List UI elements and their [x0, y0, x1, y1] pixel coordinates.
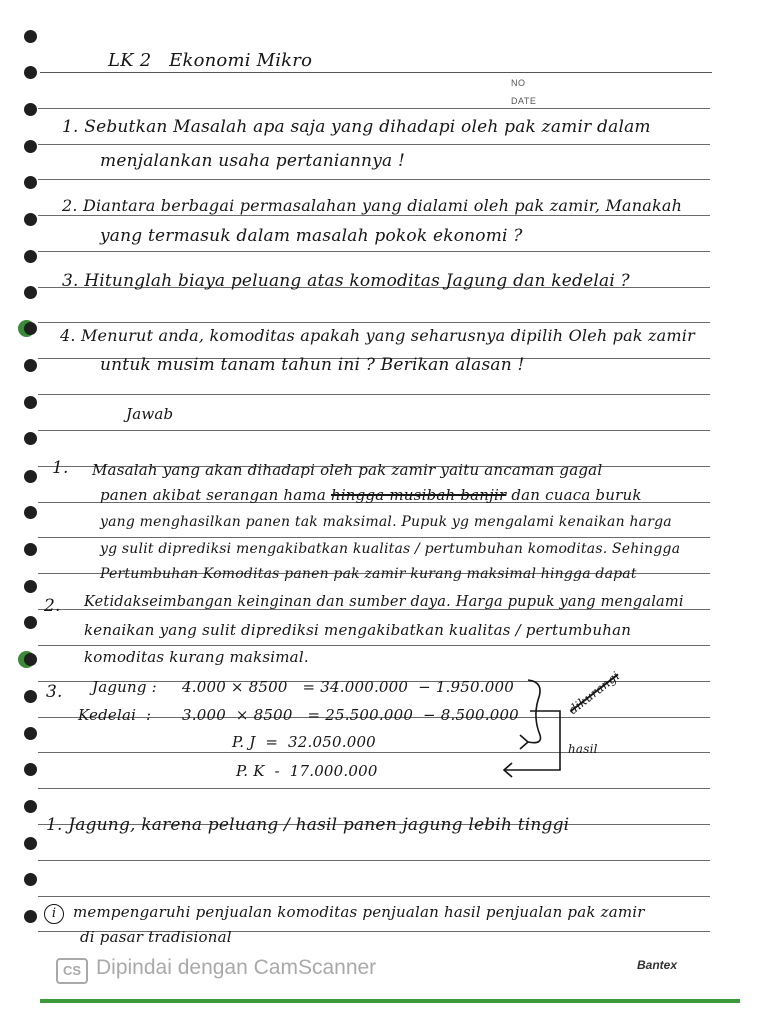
answer-4: 1. Jagung, karena peluang / hasil panen jagung lebih tinggi [46, 815, 570, 835]
answer-1-line-5: Pertumbuhan Komoditas panen pak zamir kurang maksimal hingga dapat [100, 566, 637, 582]
opportunity-cost-jagung: P. J = 32.050.000 [232, 733, 376, 751]
page-title: LK 2 Ekonomi Mikro [108, 50, 313, 71]
answer-1-line-1: Masalah yang akan dihadapi oleh pak zamir yaitu ancaman gagal [92, 461, 603, 479]
answer-1-line-4: yg sulit diprediksi mengakibatkan kualitas / pertumbuhan komoditas. Sehingga [100, 541, 681, 557]
answer-1-number: 1. [52, 458, 69, 478]
hasil-note: hasil [568, 742, 598, 756]
kedelai-label: Kedelai : [78, 706, 152, 724]
footnote-line-2: di pasar tradisional [80, 928, 232, 946]
answer-1-line-2a: panen akibat serangan hama [100, 486, 326, 504]
answer-2-line-2: kenaikan yang sulit diprediksi mengakibatkan kualitas / pertumbuhan [84, 621, 632, 639]
no-label: NO [511, 78, 526, 88]
question-2-line-2: yang termasuk dalam masalah pokok ekonomi ? [100, 226, 523, 246]
question-2-line-1: 2. Diantara berbagai permasalahan yang dialami oleh pak zamir, Manakah [62, 196, 683, 215]
answer-1-line-2b: dan cuaca buruk [511, 486, 642, 504]
page-bottom-band [40, 999, 740, 1003]
kedelai-calculation: 3.000 × 8500 = 25.500.000 − 8.500.000 [182, 706, 519, 724]
question-1-line-2: menjalankan usaha pertaniannya ! [100, 151, 405, 171]
date-label: DATE [511, 96, 537, 106]
question-4-line-1: 4. Menurut anda, komoditas apakah yang seharusnya dipilih Oleh pak zamir [60, 326, 695, 345]
question-4-line-2: untuk musim tanam tahun ini ? Berikan alasan ! [100, 355, 525, 375]
answer-2-number: 2. [44, 596, 61, 616]
footnote-text-1: mempengaruhi penjualan komoditas penjualan hasil penjualan pak zamir [72, 903, 645, 921]
camscanner-watermark: Dipindai dengan CamScanner [96, 956, 377, 979]
opportunity-cost-kedelai: P. K - 17.000.000 [236, 762, 378, 780]
camscanner-logo: CS [56, 958, 88, 984]
jagung-label: Jagung : [92, 678, 157, 696]
question-3: 3. Hitunglah biaya peluang atas komoditas Jagung dan kedelai ? [62, 271, 630, 291]
answer-1-line-3: yang menghasilkan panen tak maksimal. Pupuk yg mengalami kenaikan harga [100, 514, 672, 530]
question-1-line-1: 1. Sebutkan Masalah apa saja yang dihadapi oleh pak zamir dalam [62, 117, 651, 137]
answer-1-struck-text: hingga musibah banjir [330, 486, 507, 504]
answer-2-line-1: Ketidakseimbangan keinginan dan sumber daya. Harga pupuk yang mengalami [84, 594, 684, 610]
bantex-brand: Bantex [637, 958, 678, 972]
jagung-calculation: 4.000 × 8500 = 34.000.000 − 1.950.000 [182, 678, 514, 696]
circled-number: i [44, 904, 64, 924]
answer-2-line-3: komoditas kurang maksimal. [84, 648, 309, 666]
struck-note: dikurangi [566, 668, 623, 718]
jawab-label: Jawab [126, 405, 174, 423]
answer-3-number: 3. [46, 682, 63, 702]
